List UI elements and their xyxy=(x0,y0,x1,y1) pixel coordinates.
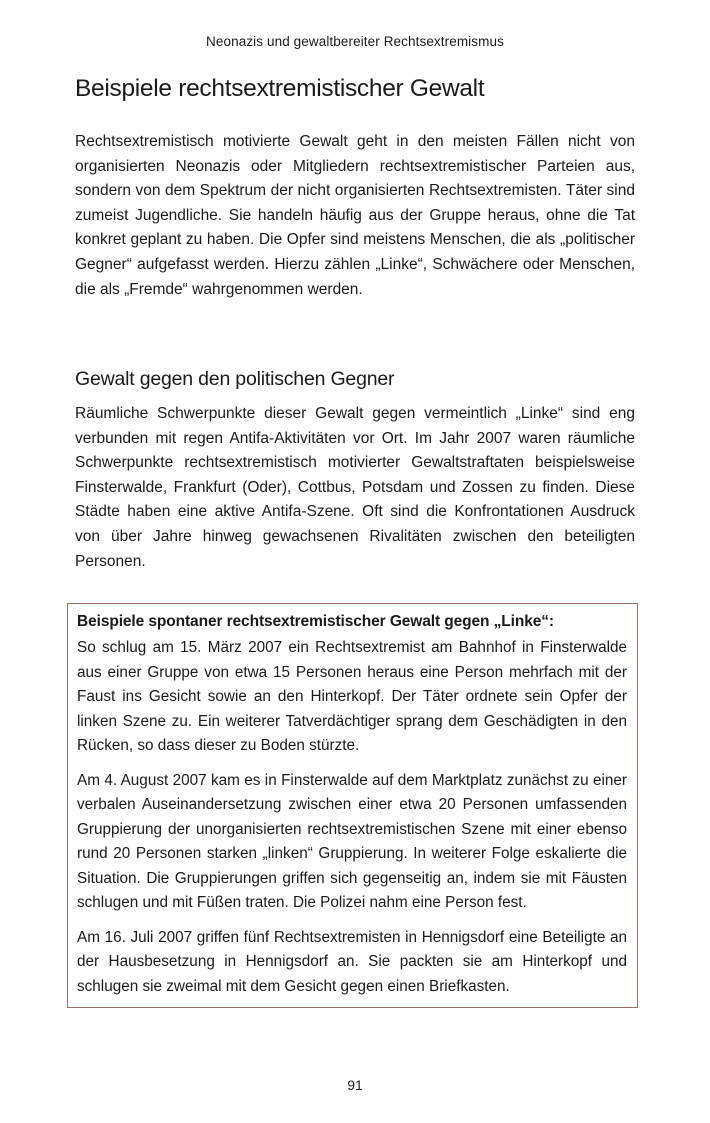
example-paragraph-1: So schlug am 15. März 2007 ein Rechtsextremist am Bahnhof in Finsterwalde aus einer Gruppe von etwa 15 Personen heraus eine Person mehrfach mit der Faust ins Gesicht sowie an den Hinterkopf. Der Täter ordnete sein Opfer der linken Szene zu. Ein weiterer Tatverdächtiger sprang dem Geschädigten in den Rücken, so dass dieser zu Boden stürzte. xyxy=(77,639,627,754)
subsection-title: Gewalt gegen den politischen Gegner xyxy=(75,368,395,390)
section-political-opponent xyxy=(75,366,635,574)
section-intro xyxy=(75,74,635,302)
example-box xyxy=(67,603,638,1008)
section-title: Beispiele rechtsextremistischer Gewalt xyxy=(75,75,485,102)
example-box-title: Beispiele spontaner rechtsextremistischer Gewalt gegen „Linke“: xyxy=(77,613,554,630)
page-number: 91 xyxy=(347,1077,363,1093)
example-paragraph-2: Am 4. August 2007 kam es in Finsterwalde auf dem Marktplatz zunächst zu einer verbalen Auseinandersetzung zwischen einer etwa 20 Personen umfassenden Gruppierung der unorganisierten rechtsextremistischen Szene mit einer ebenso rund 20 Personen starken „linken“ Gruppierung. In weiterer Folge eskalierte die Situation. Die Gruppierungen griffen sich gegenseitig an, indem sie mit Fäusten schlugen und mit Füßen traten. Die Polizei nahm eine Person fest. xyxy=(77,771,627,911)
intro-paragraph: Rechtsextremistisch motivierte Gewalt geht in den meisten Fällen nicht von organisierten Neonazis oder Mitgliedern rechtsextremistischer Parteien aus, sondern von dem Spektrum der nicht organisierten Rechtsextremisten. Täter sind zumeist Jugendliche. Sie handeln häufig aus der Gruppe heraus, ohne die Tat konkret geplant zu haben. Die Opfer sind meistens Menschen, die als „politischer Gegner“ aufgefasst werden. Hierzu zählen „Linke“, Schwächere oder Menschen, die als „Fremde“ wahrgenommen werden. xyxy=(75,133,635,298)
running-head: Neonazis und gewaltbereiter Rechtsextremismus xyxy=(206,34,504,49)
example-paragraph-3: Am 16. Juli 2007 griffen fünf Rechtsextremisten in Hennigsdorf eine Beteiligte an der Hausbesetzung in Hennigsdorf an. Sie packten sie am Hinterkopf und schlugen sie zweimal mit dem Gesicht gegen einen Briefkasten. xyxy=(77,928,627,995)
subsection-paragraph: Räumliche Schwerpunkte dieser Gewalt gegen vermeintlich „Linke“ sind eng verbunden mit regen Antifa-Aktivitäten vor Ort. Im Jahr 2007 waren räumliche Schwerpunkte rechtsextremistisch motivierter Gewaltstraftaten beispielsweise Finsterwalde, Frankfurt (Oder), Cottbus, Potsdam und Zossen zu finden. Diese Städte haben eine aktive Antifa-Szene. Oft sind die Konfrontationen Ausdruck von über Jahre hinweg gewachsenen Rivalitäten zwischen den beteiligten Personen. xyxy=(75,405,635,570)
